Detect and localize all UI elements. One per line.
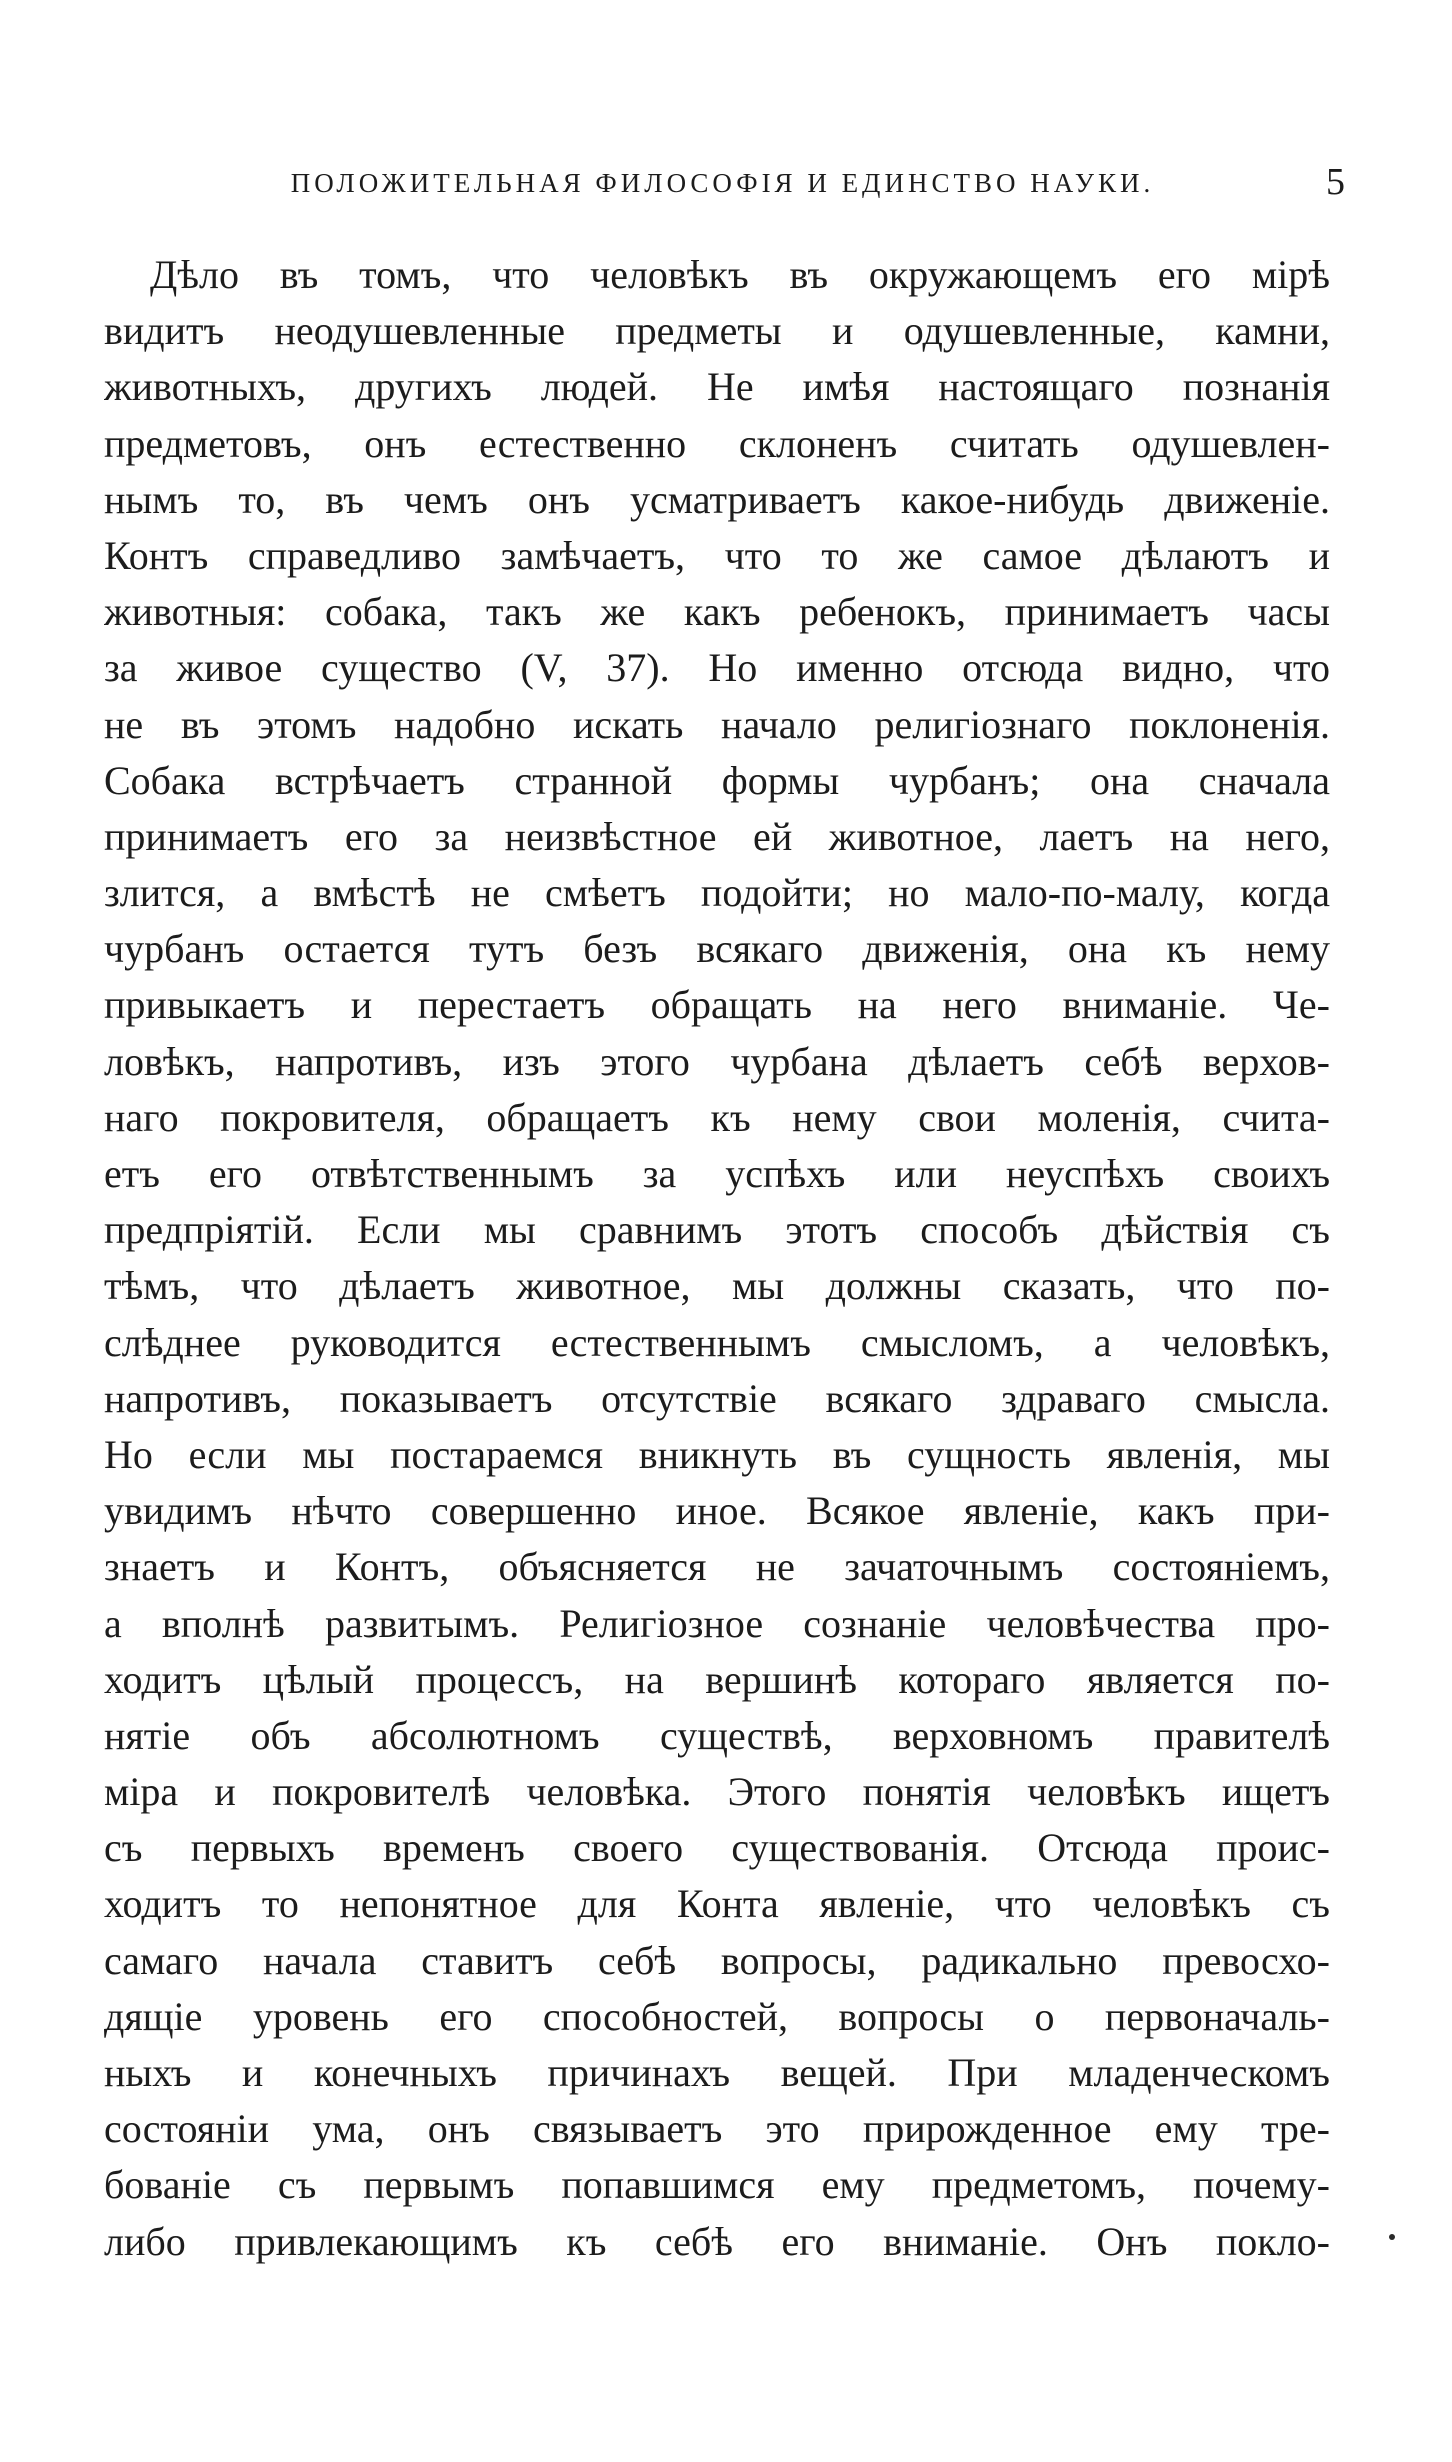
text-line: ходитъ то непонятное для Конта явленіе, что человѣкъ съ [104,1881,1330,1927]
text-line: напротивъ, показываетъ отсутствіе всякаго здраваго смысла. [104,1375,1330,1421]
text-line: Собака встрѣчаетъ странной формы чурбанъ; она сначала [104,757,1330,803]
text-line: знаетъ и Контъ, объясняется не зачаточнымъ состояніемъ, [104,1544,1330,1590]
text-line: либо привлекающимъ къ себѣ его вниманіе. Онъ покло- [104,2218,1330,2264]
text-line: состояніи ума, онъ связываетъ это прирожденное ему тре- [104,2106,1330,2152]
text-line: съ первыхъ временъ своего существованія. Отсюда проис- [104,1825,1330,1871]
text-line: етъ его отвѣтственнымъ за успѣхъ или неуспѣхъ своихъ [104,1151,1330,1196]
text-line: чурбанъ остается тутъ безъ всякаго движенія, она къ нему [104,926,1330,972]
text-line: животныя: собака, такъ же какъ ребенокъ, принимаетъ часы [104,589,1330,635]
text-line: ныхъ и конечныхъ причинахъ вещей. При младенческомъ [104,2050,1330,2095]
ink-speck [1389,2234,1395,2240]
text-line: наго покровителя, обращаетъ къ нему свои моленія, счита- [104,1094,1330,1140]
text-line: а вполнѣ развитымъ. Религіозное сознаніе человѣчества про- [104,1600,1330,1646]
text-line: самаго начала ставитъ себѣ вопросы, радикально превосхо- [104,1937,1330,1983]
text-line: тѣмъ, что дѣлаетъ животное, мы должны сказать, что по- [104,1263,1330,1309]
text-line: привыкаетъ и перестаетъ обращать на него вниманіе. Че- [104,982,1330,1028]
text-line: принимаетъ его за неизвѣстное ей животное, лаетъ на него, [104,813,1330,859]
running-title: ПОЛОЖИТЕЛЬНАЯ ФИЛОСОФІЯ И ЕДИНСТВО НАУКИ. [290,168,1155,198]
running-head [100,160,1345,210]
text-line: ходитъ цѣлый процессъ, на вершинѣ котораго является по- [104,1656,1330,1702]
text-line: животныхъ, другихъ людей. Не имѣя настоящаго познанія [104,364,1330,410]
text-line: предпріятій. Если мы сравнимъ этотъ способъ дѣйствія съ [104,1207,1330,1253]
text-line: не въ этомъ надобно искать начало религіознаго поклоненія. [104,701,1330,747]
text-line: предметовъ, онъ естественно склоненъ считать одушевлен- [104,420,1330,466]
text-line: Контъ справедливо замѣчаетъ, что то же самое дѣлаютъ и [104,532,1330,578]
text-line: нымъ то, въ чемъ онъ усматриваетъ какое-нибудь движеніе. [104,476,1330,522]
body-text [104,247,1330,2270]
text-line: бованіе съ первымъ попавшимся ему предметомъ, почему- [104,2162,1330,2208]
text-line: ловѣкъ, напротивъ, изъ этого чурбана дѣлаетъ себѣ верхов- [104,1038,1330,1084]
text-line: дящіе уровень его способностей, вопросы о первоначаль- [104,1993,1330,2039]
text-line: за живое существо (V, 37). Но именно отсюда видно, что [104,645,1330,691]
text-line: слѣднее руководится естественнымъ смысломъ, а человѣкъ, [104,1319,1330,1365]
text-line: Но если мы постараемся вникнуть въ сущность явленія, мы [104,1431,1330,1477]
text-line: Дѣло въ томъ, что человѣкъ въ окружающемъ его мірѣ [150,252,1330,297]
text-line: нятіе объ абсолютномъ существѣ, верховномъ правителѣ [104,1712,1330,1758]
text-line: увидимъ нѣчто совершенно иное. Всякое явленіе, какъ при- [104,1488,1330,1534]
page-number: 5 [1326,161,1345,203]
text-line: міра и покровителѣ человѣка. Этого понятія человѣкъ ищетъ [104,1769,1330,1815]
text-line: видитъ неодушевленные предметы и одушевленные, камни, [104,308,1330,354]
text-line: злится, а вмѣстѣ не смѣетъ подойти; но мало-по-малу, когда [104,870,1330,916]
